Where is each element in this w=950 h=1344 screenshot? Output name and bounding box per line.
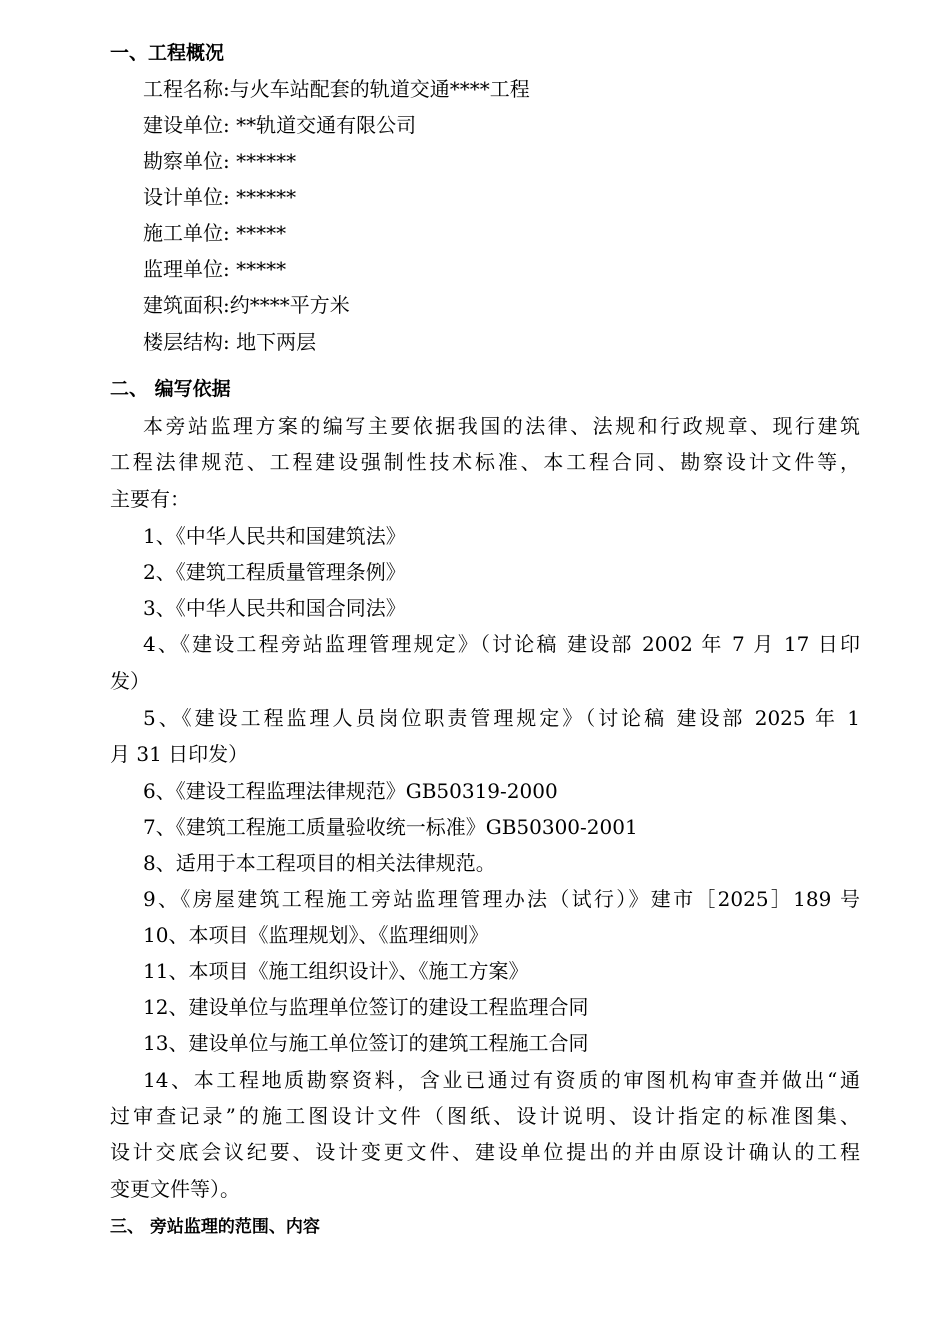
- ref-item-2: 2、《建筑工程质量管理条例》: [143, 560, 406, 584]
- section-3-heading: 三、 旁站监理的范围、内容: [110, 1217, 320, 1237]
- design-unit-line: 设计单位: ******: [143, 185, 297, 209]
- ref-item-6: 6、《建设工程监理法律规范》GB50319-2000: [143, 779, 558, 803]
- building-area-line: 建筑面积:约****平方米: [143, 293, 350, 317]
- construction-unit-line: 施工单位: *****: [143, 221, 287, 245]
- intro-line-1: 本旁站监理方案的编写主要依据我国的法律、法规和行政规章、现行建筑: [143, 414, 860, 438]
- ref-item-4-cont: 发）: [110, 669, 150, 693]
- ref-item-13: 13、建设单位与施工单位签订的建筑工程施工合同: [143, 1031, 589, 1055]
- ref-item-8: 8、适用于本工程项目的相关法律规范。: [143, 851, 496, 875]
- supervision-unit-line: 监理单位: *****: [143, 257, 287, 281]
- ref-item-3: 3、《中华人民共和国合同法》: [143, 596, 406, 620]
- floor-structure-line: 楼层结构: 地下两层: [143, 330, 317, 354]
- ref-item-12: 12、建设单位与监理单位签订的建设工程监理合同: [143, 995, 589, 1019]
- ref-item-1: 1、《中华人民共和国建筑法》: [143, 524, 406, 548]
- survey-unit-line: 勘察单位: ******: [143, 149, 297, 173]
- project-name-line: 工程名称:与火车站配套的轨道交通****工程: [143, 77, 530, 101]
- section-1-heading: 一、工程概况: [110, 42, 225, 64]
- ref-item-9: 9、《房屋建筑工程施工旁站监理管理办法（试行）》建市［2025］189 号: [143, 887, 860, 911]
- ref-item-14-cont-3: 变更文件等）。: [110, 1177, 240, 1201]
- section-2-heading: 二、 编写依据: [110, 378, 231, 400]
- intro-line-2: 工程法律规范、工程建设强制性技术标准、本工程合同、勘察设计文件等，: [110, 450, 860, 474]
- intro-line-3: 主要有：: [110, 487, 190, 511]
- ref-item-14: 14、本工程地质勘察资料，含业已通过有资质的审图机构审查并做出“通: [143, 1068, 860, 1092]
- ref-item-7: 7、《建筑工程施工质量验收统一标准》GB50300-2001: [143, 815, 638, 839]
- ref-item-14-cont-1: 过审查记录”的施工图设计文件（图纸、设计说明、设计指定的标准图集、: [110, 1104, 860, 1128]
- ref-item-5: 5、《建设工程监理人员岗位职责管理规定》（讨论稿 建设部 2025 年 1: [143, 706, 860, 730]
- ref-item-4: 4、《建设工程旁站监理管理规定》（讨论稿 建设部 2002 年 7 月 17 日印: [143, 632, 860, 656]
- owner-unit-line: 建设单位: **轨道交通有限公司: [143, 113, 417, 137]
- ref-item-5-cont: 月 31 日印发）: [110, 742, 249, 766]
- ref-item-14-cont-2: 设计交底会议纪要、设计变更文件、建设单位提出的并由原设计确认的工程: [110, 1140, 860, 1164]
- ref-item-10: 10、本项目《监理规划》、《监理细则》: [143, 923, 489, 947]
- ref-item-11: 11、本项目《施工组织设计》、《施工方案》: [143, 959, 529, 983]
